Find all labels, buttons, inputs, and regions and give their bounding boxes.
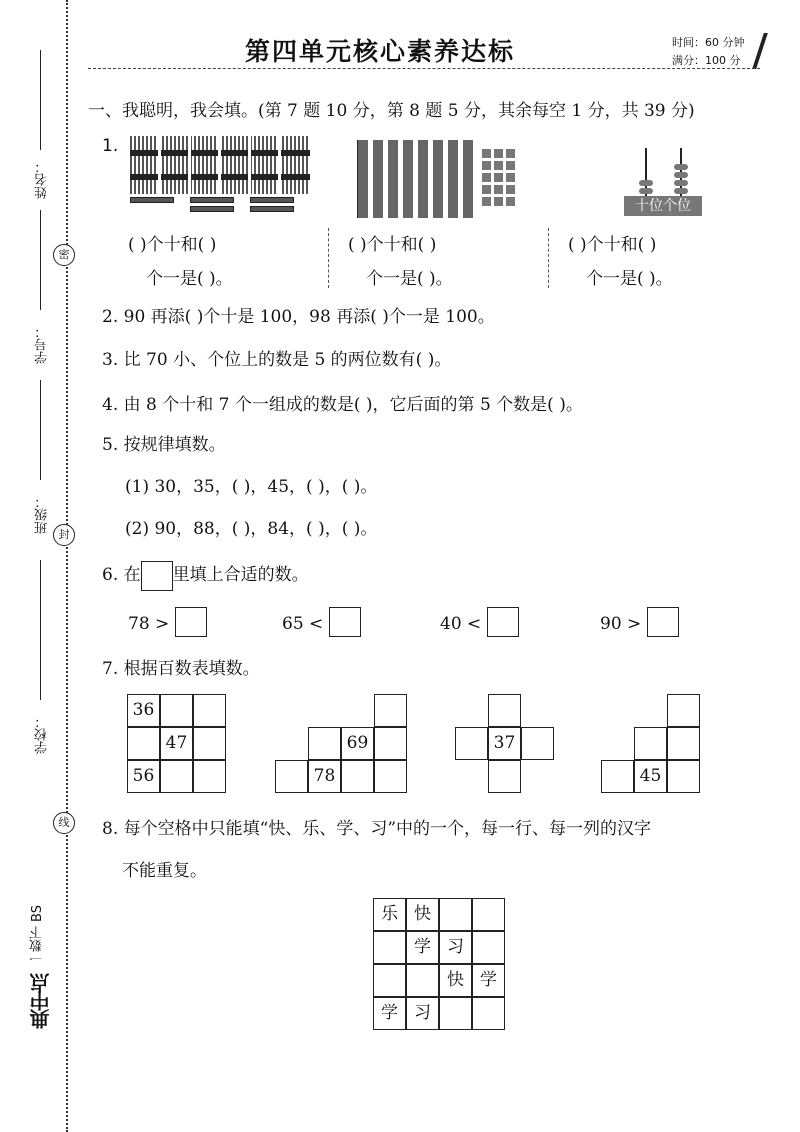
seal-mark-2: 封 <box>53 524 75 546</box>
line-mark: 线 <box>53 812 75 834</box>
school-label: 学校： <box>35 715 50 754</box>
grid-cell: 乐 <box>373 898 406 931</box>
q6-text <box>102 560 309 591</box>
grid-cell[interactable] <box>488 760 521 793</box>
abacus-bead <box>674 164 688 170</box>
grid-cell[interactable] <box>601 760 634 793</box>
q1b-blank-line2: 个一是( )。 <box>366 269 453 289</box>
grid-cell: 78 <box>308 760 341 793</box>
single-stick <box>190 197 234 203</box>
q6-example-box <box>141 561 173 591</box>
grid-cell: 36 <box>127 694 160 727</box>
grade-label: 一数下 BS <box>30 905 45 966</box>
q3-text: 3. 比 70 小、个位上的数是 5 的两位数有( )。 <box>102 350 452 370</box>
grid-cell: 56 <box>127 760 160 793</box>
q6-answer-box-4[interactable] <box>647 607 679 637</box>
school-field-line <box>40 560 41 700</box>
page-title: 第四单元核心素养达标 <box>245 37 516 66</box>
grid-cell[interactable] <box>521 727 554 760</box>
q6-item-2 <box>282 607 361 637</box>
grid-cell[interactable] <box>193 760 226 793</box>
abacus-bead <box>639 180 653 186</box>
q6-item-2-label: 65 < <box>282 614 324 634</box>
grid-cell: 学 <box>472 964 505 997</box>
grid-cell[interactable] <box>193 694 226 727</box>
q6-item-3-label: 40 < <box>440 614 482 634</box>
q7-text: 7. 根据百数表填数。 <box>102 659 260 679</box>
single-stick <box>190 206 234 212</box>
q6-item-3 <box>440 607 519 637</box>
abacus-bead <box>674 180 688 186</box>
q1a-blank-line2: 个一是( )。 <box>146 269 233 289</box>
q4-text: 4. 由 8 个十和 7 个一组成的数是( )，它后面的第 5 个数是( )。 <box>102 395 583 415</box>
q1c-blank-line2: 个一是( )。 <box>586 269 673 289</box>
grid-cell[interactable] <box>127 727 160 760</box>
grid-cell[interactable] <box>373 964 406 997</box>
grid-cell[interactable] <box>455 727 488 760</box>
name-label: 姓名： <box>35 160 50 199</box>
grid-cell: 习 <box>406 997 439 1030</box>
id-field-line <box>40 210 41 310</box>
grid-cell[interactable] <box>374 727 407 760</box>
grid-cell[interactable] <box>373 931 406 964</box>
grid-cell: 45 <box>634 760 667 793</box>
header-rule <box>88 68 760 69</box>
class-field-line <box>40 380 41 480</box>
class-label: 班级： <box>35 495 50 534</box>
grid-cell: 学 <box>373 997 406 1030</box>
q1-number: 1. <box>102 136 119 156</box>
time-label: 时间：60 分钟 <box>672 36 745 49</box>
grid-cell[interactable] <box>374 694 407 727</box>
grid-cell: 快 <box>406 898 439 931</box>
single-stick <box>130 197 174 203</box>
q6-item-4 <box>600 607 679 637</box>
section-heading: 一、我聪明，我会填。(第 7 题 10 分，第 8 题 5 分，其余每空 1 分，共 39 分) <box>88 101 695 121</box>
q1c-blank-line1: ( )个十和( ) <box>568 235 657 255</box>
panel-divider <box>328 228 329 288</box>
q6-text-before: 6. 在 <box>102 565 141 585</box>
grid-cell[interactable] <box>406 964 439 997</box>
q6-item-1-label: 78 > <box>128 614 170 634</box>
grid-cell: 37 <box>488 727 521 760</box>
q6-item-4-label: 90 > <box>600 614 642 634</box>
grid-cell[interactable] <box>634 727 667 760</box>
grid-cell[interactable] <box>341 760 374 793</box>
unit-cubes <box>482 146 518 206</box>
q5-text: 5. 按规律填数。 <box>102 435 226 455</box>
name-field-line <box>40 50 41 150</box>
grid-cell[interactable] <box>439 997 472 1030</box>
grid-cell[interactable] <box>472 898 505 931</box>
grid-cell[interactable] <box>160 694 193 727</box>
binding-line <box>66 0 68 1132</box>
ten-rods <box>357 140 478 218</box>
grid-cell[interactable] <box>275 760 308 793</box>
grid-cell[interactable] <box>667 760 700 793</box>
grid-cell: 学 <box>406 931 439 964</box>
seal-mark: 密 <box>53 244 75 266</box>
q6-item-1 <box>128 607 207 637</box>
abacus-bead <box>674 188 688 194</box>
single-stick <box>250 206 294 212</box>
grid-cell[interactable] <box>472 997 505 1030</box>
id-label: 学号： <box>35 325 50 364</box>
q2-text: 2. 90 再添( )个十是 100，98 再添( )个一是 100。 <box>102 307 495 327</box>
q1a-blank-line1: ( )个十和( ) <box>128 235 217 255</box>
q8-text-line2: 不能重复。 <box>122 861 207 881</box>
score-label: 满分：100 分 <box>672 54 741 67</box>
grid-cell[interactable] <box>667 727 700 760</box>
stick-bundles <box>130 136 320 196</box>
abacus-label: 十位个位 <box>624 196 702 216</box>
q6-answer-box-2[interactable] <box>329 607 361 637</box>
grid-cell: 69 <box>341 727 374 760</box>
grid-cell[interactable] <box>472 931 505 964</box>
q6-answer-box-3[interactable] <box>487 607 519 637</box>
q6-answer-box-1[interactable] <box>175 607 207 637</box>
q8-text-line1: 8. 每个空格中只能填“快、乐、学、习”中的一个，每一行、每一列的汉字 <box>102 819 652 839</box>
abacus-bead <box>674 172 688 178</box>
grid-cell: 快 <box>439 964 472 997</box>
header-slash-mark <box>752 33 768 69</box>
grid-cell[interactable] <box>193 727 226 760</box>
q5-row2: (2) 90，88，( )，84，( )，( )。 <box>125 519 378 539</box>
grid-cell[interactable] <box>160 760 193 793</box>
grid-cell[interactable] <box>439 898 472 931</box>
grid-cell[interactable] <box>374 760 407 793</box>
q5-row1: (1) 30，35，( )，45，( )，( )。 <box>125 477 378 497</box>
grid-cell[interactable] <box>488 694 521 727</box>
single-stick <box>250 197 294 203</box>
q6-text-after: 里填上合适的数。 <box>172 565 309 585</box>
grid-cell[interactable] <box>308 727 341 760</box>
q1b-blank-line1: ( )个十和( ) <box>348 235 437 255</box>
panel-divider <box>548 228 549 288</box>
brand-logo: 典中点 <box>29 975 53 1029</box>
abacus-bead <box>639 188 653 194</box>
grid-cell: 习 <box>439 931 472 964</box>
grid-cell: 47 <box>160 727 193 760</box>
grid-cell[interactable] <box>667 694 700 727</box>
